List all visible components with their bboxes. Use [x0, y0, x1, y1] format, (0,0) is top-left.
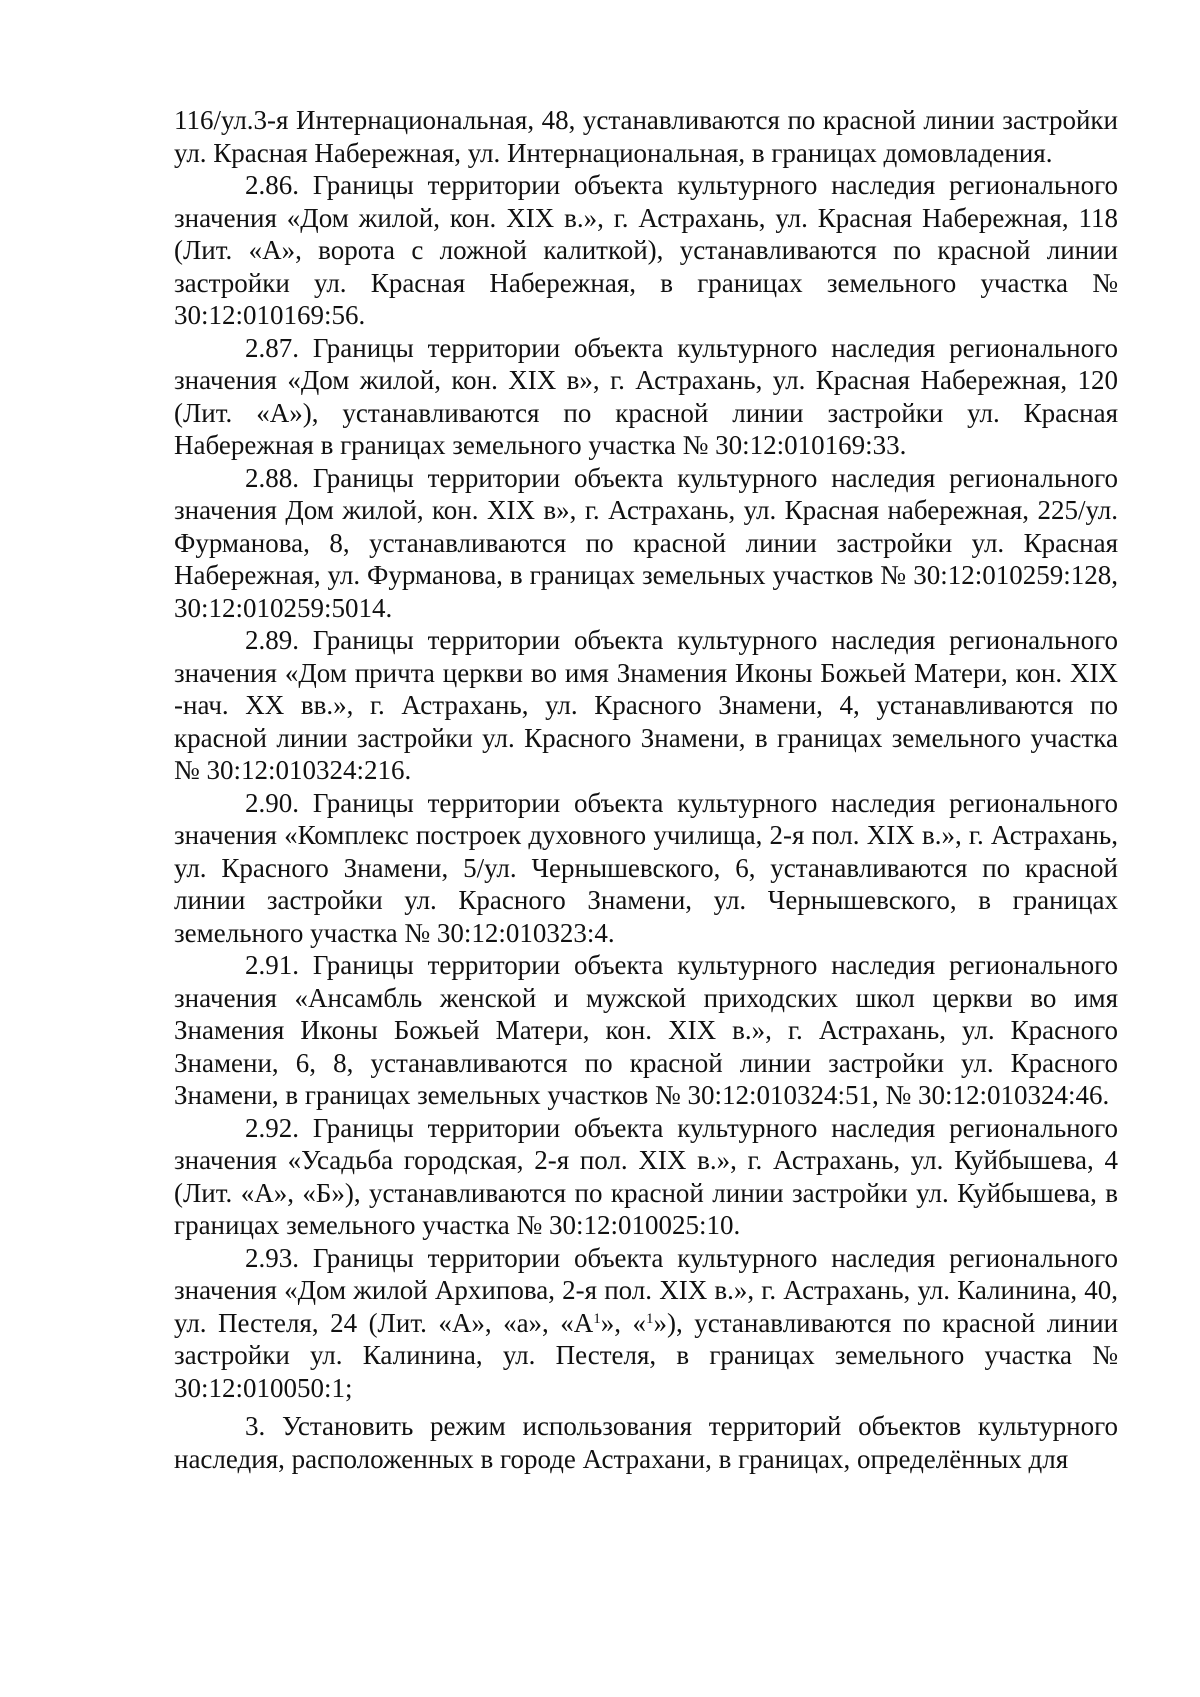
paragraph-number: 2.93. [245, 1242, 299, 1273]
paragraph-number: 2.90. [245, 787, 299, 818]
paragraph-text: Установить режим использования территорий объектов культурного наследия, расположенных в городе Астрахани, в границах, определённых для [174, 1411, 1118, 1474]
paragraph-2-91 [174, 949, 1118, 1112]
paragraph-number: 2.86. [245, 170, 299, 200]
paragraph-text-a: Границы территории объекта культурного наследия регионального значения «Дом жилой Архипова, 2-я пол. XIX в.», г. Астрахань, ул. Калинина, 40, ул. Пестеля, 24 (Лит. «А», «а», «А [174, 1242, 1118, 1338]
paragraph-continuation [174, 104, 1118, 169]
paragraph-2-88 [174, 462, 1118, 625]
paragraph-2-86 [174, 169, 1118, 332]
paragraph-number: 2.92. [245, 1112, 299, 1143]
paragraph-text: 116/ул.3-я Интернациональная, 48, устанавливаются по красной линии застройки ул. Красная Набережная, ул. Интернациональная, в границах домовладения. [174, 105, 1118, 168]
paragraph-number: 3. [245, 1411, 266, 1441]
paragraph-text: Границы территории объекта культурного наследия регионального значения Дом жилой, кон. XIX в», г. Астрахань, ул. Красная набережная, 225/ул. Фурманова, 8, устанавливаются по красной линии застройки ул. Красная Набережная, ул. Фурманова, в границах земельных участков № 30:12:010259:128, 30:12:010259:5014. [174, 462, 1118, 623]
paragraph-text: Границы территории объекта культурного наследия регионального значения «Дом причта церкви во имя Знамения Иконы Божьей Матери, кон. XIX -нач. XX вв.», г. Астрахань, ул. Красного Знамени, 4, устанавливаются по красной линии застройки ул. Красного Знамени, в границах земельного участка № 30:12:010324:216. [174, 625, 1118, 785]
superscript: 1 [593, 1310, 601, 1327]
paragraph-3 [174, 1410, 1118, 1475]
paragraph-text-c: »), устанавливаются по красной линии застройки ул. Калинина, ул. Пестеля, в границах земельного участка № 30:12:010050:1; [174, 1307, 1119, 1403]
paragraph-text: Границы территории объекта культурного наследия регионального значения «Ансамбль женской и мужской приходских школ церкви во имя Знамения Иконы Божьей Матери, кон. XIX в.», г. Астрахань, ул. Красного Знамени, 6, 8, устанавливаются по красной линии застройки ул. Красного Знамени, в границах земельных участков № 30:12:010324:51, № 30:12:010324:46. [174, 950, 1118, 1110]
paragraph-number: 2.91. [245, 950, 299, 980]
paragraph-number: 2.87. [245, 332, 299, 363]
paragraph-text: Границы территории объекта культурного наследия регионального значения «Усадьба городская, 2-я пол. XIX в.», г. Астрахань, ул. Куйбышева, 4 (Лит. «А», «Б»), устанавливаются по красной линии застройки ул. Куйбышева, в границах земельного участка № 30:12:010025:10. [174, 1112, 1118, 1240]
paragraph-2-90 [174, 787, 1118, 950]
paragraph-2-93 [174, 1242, 1118, 1405]
paragraph-text: Границы территории объекта культурного наследия регионального значения «Дом жилой, кон. XIX в.», г. Астрахань, ул. Красная Набережная, 118 (Лит. «А», ворота с ложной калиткой), устанавливаются по красной линии застройки ул. Красная Набережная, в границах земельного участка № 30:12:010169:56. [174, 170, 1118, 330]
paragraph-text: Границы территории объекта культурного наследия регионального значения «Комплекс построек духовного училища, 2-я пол. XIX в.», г. Астрахань, ул. Красного Знамени, 5/ул. Чернышевского, 6, устанавливаются по красной линии застройки ул. Красного Знамени, ул. Чернышевского, в границах земельного участка № 30:12:010323:4. [174, 787, 1118, 948]
paragraph-text-b: », « [600, 1307, 647, 1338]
paragraph-2-92 [174, 1112, 1118, 1242]
paragraph-2-89 [174, 624, 1118, 787]
paragraph-number: 2.89. [245, 625, 299, 655]
document-page [174, 104, 1118, 1475]
paragraph-text: Границы территории объекта культурного наследия регионального значения «Дом жилой, кон. XIX в», г. Астрахань, ул. Красная Набережная, 120 (Лит. «А»), устанавливаются по красной линии застройки ул. Красная Набережная в границах земельного участка № 30:12:010169:33. [174, 332, 1118, 460]
paragraph-number: 2.88. [245, 462, 299, 493]
superscript: 1 [646, 1310, 654, 1327]
paragraph-2-87 [174, 332, 1118, 462]
